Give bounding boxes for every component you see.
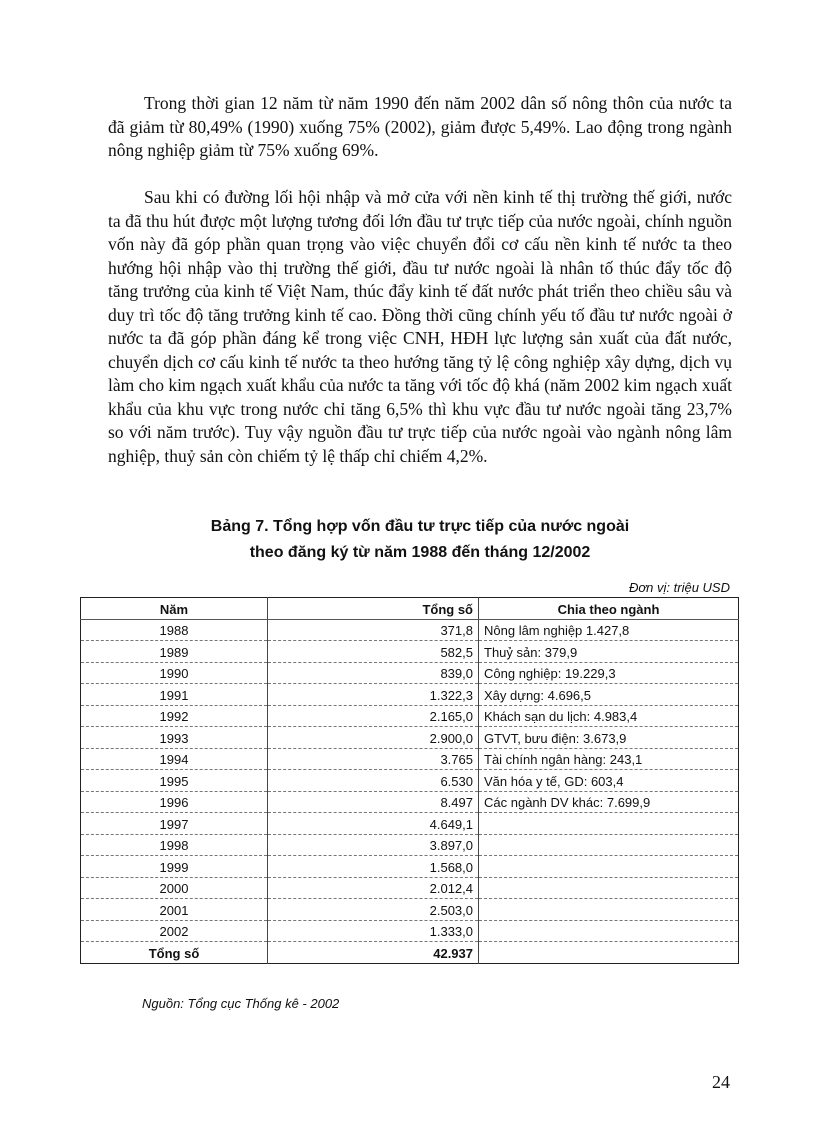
row-total: 2.900,0 (268, 727, 479, 749)
row-year: 1996 (81, 791, 268, 813)
table-header-row (81, 598, 739, 620)
table-row (81, 662, 739, 684)
row-sector: Thuỷ sản: 379,9 (479, 641, 739, 663)
row-sector (479, 877, 739, 899)
row-total: 2.012,4 (268, 877, 479, 899)
table-body (81, 619, 739, 942)
table-row (81, 684, 739, 706)
row-sector (479, 920, 739, 942)
row-total: 3.765 (268, 748, 479, 770)
row-sector (479, 834, 739, 856)
header-sector: Chia theo ngành (479, 598, 739, 620)
table-row (81, 856, 739, 878)
table-row (81, 705, 739, 727)
row-year: 1989 (81, 641, 268, 663)
table-row (81, 899, 739, 921)
total-value: 42.937 (268, 942, 479, 964)
row-sector: GTVT, bưu điện: 3.673,9 (479, 727, 739, 749)
header-total: Tổng số (268, 598, 479, 620)
table-caption (108, 514, 732, 566)
row-sector: Các ngành DV khác: 7.699,9 (479, 791, 739, 813)
row-total: 839,0 (268, 662, 479, 684)
table-total-row (81, 942, 739, 964)
row-sector (479, 856, 739, 878)
total-label: Tổng số (81, 942, 268, 964)
table-row (81, 748, 739, 770)
row-total: 2.503,0 (268, 899, 479, 921)
row-year: 1988 (81, 619, 268, 641)
table-caption-line-1: Bảng 7. Tổng hợp vốn đầu tư trực tiếp của nước ngoài (210, 518, 630, 535)
paragraph-rural-population: Trong thời gian 12 năm từ năm 1990 đến năm 2002 dân số nông thôn của nước ta đã giảm từ 80,49% (1990) xuống 75% (2002), giảm được 5,49%. Lao động trong ngành nông nghiệp giảm từ 75% xuống 69%. (108, 93, 732, 160)
row-year: 1999 (81, 856, 268, 878)
row-year: 2001 (81, 899, 268, 921)
row-sector: Công nghiệp: 19.229,3 (479, 662, 739, 684)
row-year: 1990 (81, 662, 268, 684)
row-sector: Nông lâm nghiệp 1.427,8 (479, 619, 739, 641)
table-row (81, 727, 739, 749)
row-total: 3.897,0 (268, 834, 479, 856)
row-total: 1.322,3 (268, 684, 479, 706)
table-unit: Đơn vị: triệu USD (628, 580, 730, 595)
row-year: 1997 (81, 813, 268, 835)
row-total: 582,5 (268, 641, 479, 663)
row-total: 6.530 (268, 770, 479, 792)
row-year: 1994 (81, 748, 268, 770)
row-year: 1998 (81, 834, 268, 856)
row-sector: Xây dựng: 4.696,5 (479, 684, 739, 706)
row-sector (479, 813, 739, 835)
table-row (81, 877, 739, 899)
row-sector: Văn hóa y tế, GD: 603,4 (479, 770, 739, 792)
row-sector (479, 899, 739, 921)
table-row (81, 770, 739, 792)
row-sector: Tài chính ngân hàng: 243,1 (479, 748, 739, 770)
row-year: 1995 (81, 770, 268, 792)
total-sector (479, 942, 739, 964)
row-year: 2000 (81, 877, 268, 899)
row-year: 1993 (81, 727, 268, 749)
row-year: 2002 (81, 920, 268, 942)
paragraph-foreign-investment: Sau khi có đường lối hội nhập và mở cửa với nền kinh tế thị trường thế giới, nước ta đã thu hút được một lượng tương đối lớn đầu tư trực tiếp của nước ngoài, chính nguồn vốn này đã góp phần quan trọng vào việc chuyển đổi cơ cấu nền kinh tế nước ta theo hướng hội nhập vào thị trường thế giới, đầu tư nước ngoài là nhân tố thúc đẩy tốc độ tăng trưởng của kinh tế Việt Nam, thúc đẩy kinh tế đất nước phát triển theo chiều sâu và duy trì tốc độ tăng trưởng kinh tế cao. Đồng thời cũng chính yếu tố đầu tư nước ngoài ở nước ta đã góp phần đáng kể trong việc CNH, HĐH lực lượng sản xuất của đất nước, chuyển dịch cơ cấu kinh tế nước ta theo hướng tăng tỷ lệ công nghiệp xây dựng, dịch vụ làm cho kim ngạch xuất khẩu của nước ta tăng với tốc độ khá (năm 2002 kim ngạch xuất khẩu của khu vực trong nước chỉ tăng 6,5% thì khu vực đầu tư nước ngoài tăng 23,7% so với năm trước). Tuy vậy nguồn đầu tư trực tiếp của nước ngoài vào ngành nông lâm nghiệp, thuỷ sản còn chiếm tỷ lệ thấp chỉ chiếm 4,2%. (108, 187, 732, 466)
row-year: 1992 (81, 705, 268, 727)
row-total: 4.649,1 (268, 813, 479, 835)
row-total: 1.568,0 (268, 856, 479, 878)
table-row (81, 834, 739, 856)
table-source: Nguồn: Tổng cục Thống kê - 2002 (142, 996, 340, 1011)
row-total: 2.165,0 (268, 705, 479, 727)
table-caption-line-2: theo đăng ký từ năm 1988 đến tháng 12/2002 (249, 544, 591, 561)
row-sector: Khách sạn du lịch: 4.983,4 (479, 705, 739, 727)
header-year: Năm (81, 598, 268, 620)
table-row (81, 641, 739, 663)
table-row (81, 813, 739, 835)
table-row (81, 791, 739, 813)
row-total: 1.333,0 (268, 920, 479, 942)
row-total: 371,8 (268, 619, 479, 641)
row-total: 8.497 (268, 791, 479, 813)
page-number: 24 (712, 1072, 730, 1092)
table-row (81, 920, 739, 942)
table-row (81, 619, 739, 641)
row-year: 1991 (81, 684, 268, 706)
fdi-table (80, 597, 739, 964)
